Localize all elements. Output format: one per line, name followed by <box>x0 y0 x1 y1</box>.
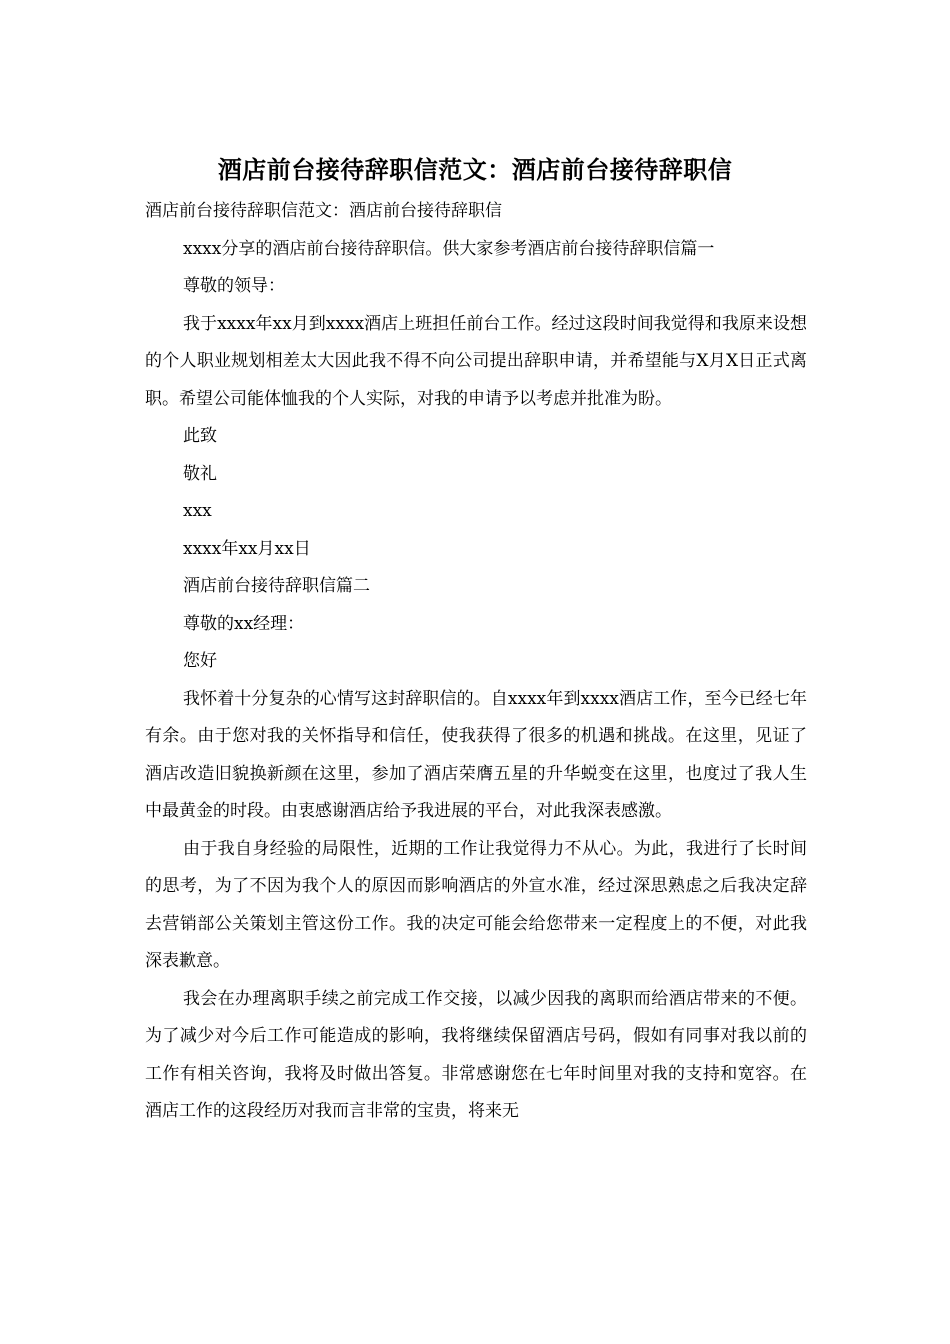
paragraph: xxx <box>183 501 212 521</box>
paragraph: 您好 <box>183 651 217 671</box>
paragraph: xxxx分享的酒店前台接待辞职信。供大家参考酒店前台接待辞职信篇一 <box>183 238 715 259</box>
paragraph: 酒店前台接待辞职信篇二 <box>183 576 370 596</box>
paragraph: 我怀着十分复杂的心情写这封辞职信的。自xxxx年到xxxx酒店工作，至今已经七年有余。由于您对我的关怀指导和信任，使我获得了很多的机遇和挑战。在这里，见证了酒店改造旧貌换新颜在这里，参加了酒店荣膺五星的升华蜕变在这里，也度过了我人生中最黄金的时段。由衷感谢酒店给予我进展的平台，对此我深表感激。 <box>145 688 807 821</box>
paragraph: 由于我自身经验的局限性，近期的工作让我觉得力不从心。为此，我进行了长时间的思考，为了不因为我个人的原因而影响酒店的外宣水准，经过深思熟虑之后我决定辞去营销部公关策划主管这份工作。我的决定可能会给您带来一定程度上的不便，对此我深表歉意。 <box>145 838 807 971</box>
document-body <box>145 193 807 1131</box>
paragraph: 尊敬的xx经理： <box>183 613 305 634</box>
paragraph: 敬礼 <box>183 463 217 484</box>
paragraph: 我会在办理离职手续之前完成工作交接，以减少因我的离职而给酒店带来的不便。为了减少对今后工作可能造成的影响，我将继续保留酒店号码，假如有同事对我以前的工作有相关咨询，我将及时做出答复。非常感谢您在七年时间里对我的支持和宽容。在酒店工作的这段经历对我而言非常的宝贵，将来无 <box>145 988 807 1121</box>
paragraph: 我于xxxx年xx月到xxxx酒店上班担任前台工作。经过这段时间我觉得和我原来设想的个人职业规划相差太大因此我不得不向公司提出辞职申请，并希望能与X月X日正式离职。希望公司能体恤我的个人实际，对我的申请予以考虑并批准为盼。 <box>145 313 807 409</box>
paragraph: 此致 <box>183 426 217 446</box>
paragraph: 酒店前台接待辞职信范文：酒店前台接待辞职信 <box>145 201 502 221</box>
document-title: 酒店前台接待辞职信范文：酒店前台接待辞职信 <box>217 155 733 184</box>
paragraph: xxxx年xx月xx日 <box>183 538 311 559</box>
paragraph: 尊敬的领导： <box>183 276 285 296</box>
